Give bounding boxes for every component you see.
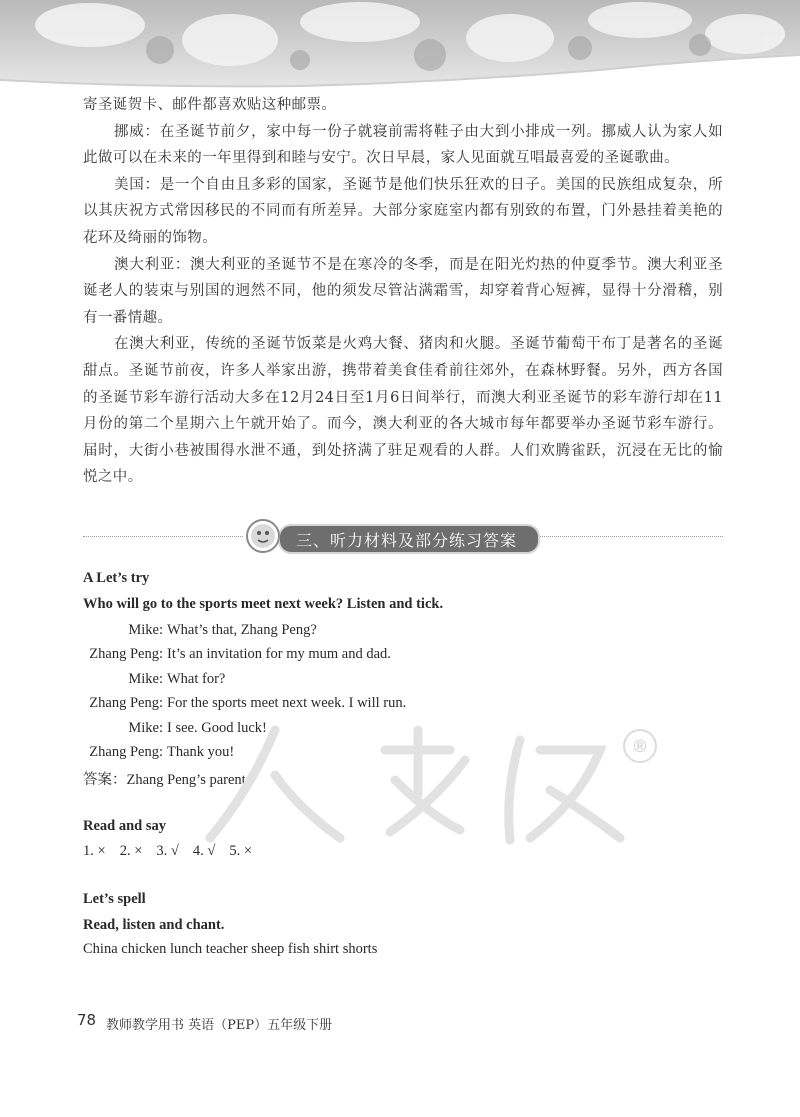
paragraph-australia: 澳大利亚：澳大利亚的圣诞节不是在寒冷的冬季，而是在阳光灼热的仲夏季节。澳大利亚圣诞老人的装束与别国的迥然不同，他的须发尽管沾满霜雪，却穿着背心短裤，显得十分滑稽，别有一番情趣。	[83, 256, 723, 326]
dialogue-text: What’s that, Zhang Peng?	[167, 622, 317, 638]
read-and-say-heading: Read and say	[83, 818, 166, 834]
paragraph-stamps: 寄圣诞贺卡、邮件都喜欢贴这种邮票。	[83, 97, 337, 113]
dialogue-text: It’s an invitation for my mum and dad.	[167, 646, 391, 662]
publisher-watermark	[180, 720, 660, 850]
dialogue-speaker: Zhang Peng:	[89, 695, 163, 711]
dialogue-text: For the sports meet next week. I will run.	[167, 695, 407, 711]
answer-item: 5. ×	[229, 843, 252, 859]
dialogue-line	[45, 695, 406, 712]
dialogue-text: What for?	[167, 671, 226, 687]
answer-item: 2. ×	[119, 843, 143, 859]
dialogue-speaker: Mike:	[128, 720, 163, 736]
dialogue-text: I see. Good luck!	[167, 720, 267, 736]
dialogue-line	[45, 671, 225, 688]
lets-try-instruction: Who will go to the sports meet next week? Listen and tick.	[83, 596, 444, 612]
header-decoration	[0, 0, 800, 92]
answer-item: 1. ×	[83, 843, 106, 859]
lets-try-answer: 答案：Zhang Peng’s parents	[83, 772, 252, 788]
dialogue-speaker: Mike:	[128, 671, 163, 687]
dialogue-line	[45, 646, 391, 663]
answer-item: 3. √	[156, 843, 179, 859]
section-divider-left	[83, 536, 243, 537]
lets-try-heading: A Let’s try	[83, 570, 150, 586]
registered-mark: ®	[631, 737, 649, 757]
book-title: 教师教学用书 英语（PEP）五年级下册	[106, 1018, 333, 1033]
dialogue-speaker: Zhang Peng:	[89, 744, 163, 760]
cartoon-badge-icon	[242, 519, 284, 553]
dialogue-speaker: Zhang Peng:	[89, 646, 163, 662]
section-heading	[238, 519, 540, 553]
paragraph-norway: 挪威：在圣诞节前夕，家中每一份子就寝前需将鞋子由大到小排成一列。挪威人认为家人如此做可以在未来的一年里得到和睦与安宁。次日早晨，家人见面就互唱最喜爱的圣诞歌曲。	[83, 123, 723, 167]
paragraph-australia-food: 在澳大利亚，传统的圣诞节饭菜是火鸡大餐、猪肉和火腿。圣诞节葡萄干布丁是著名的圣诞甜点。圣诞节前夜，许多人举家出游，携带着美食佳肴前往郊外，在森林野餐。另外，西方各国的圣诞节彩车游行活动大多在12月24日至1月6日间举行，而澳大利亚圣诞节的彩车游行却在11月份的第二个星期六上午就开始了。而今，澳大利亚的各大城市每年都要举办圣诞节彩车游行。届时，大街小巷被围得水泄不通，到处挤满了驻足观看的人群。人们欢腾雀跃，沉浸在无比的愉悦之中。	[83, 336, 723, 486]
dialogue-line	[45, 720, 267, 737]
lets-spell-words: China chicken lunch teacher sheep fish shirt shorts	[83, 941, 378, 957]
section-title: 三、听力材料及部分练习答案	[296, 531, 518, 550]
read-and-say-answers	[83, 843, 266, 860]
lets-spell-instruction: Read, listen and chant.	[83, 917, 225, 933]
dialogue-speaker: Mike:	[128, 622, 163, 638]
paragraph-usa: 美国：是一个自由且多彩的国家，圣诞节是他们快乐狂欢的日子。美国的民族组成复杂，所以其庆祝方式常因移民的不同而有所差异。大部分家庭室内都有别致的布置，门外悬挂着美艳的花环及绮丽的饰物。	[83, 176, 723, 246]
dialogue-text: Thank you!	[167, 744, 235, 760]
lets-spell-heading: Let’s spell	[83, 891, 146, 907]
dialogue-line	[45, 622, 317, 639]
answer-item: 4. √	[192, 843, 216, 859]
dialogue-line	[45, 744, 234, 761]
intro-text	[83, 92, 723, 491]
page-number: 78	[77, 1011, 97, 1029]
section-divider-right	[538, 536, 723, 537]
